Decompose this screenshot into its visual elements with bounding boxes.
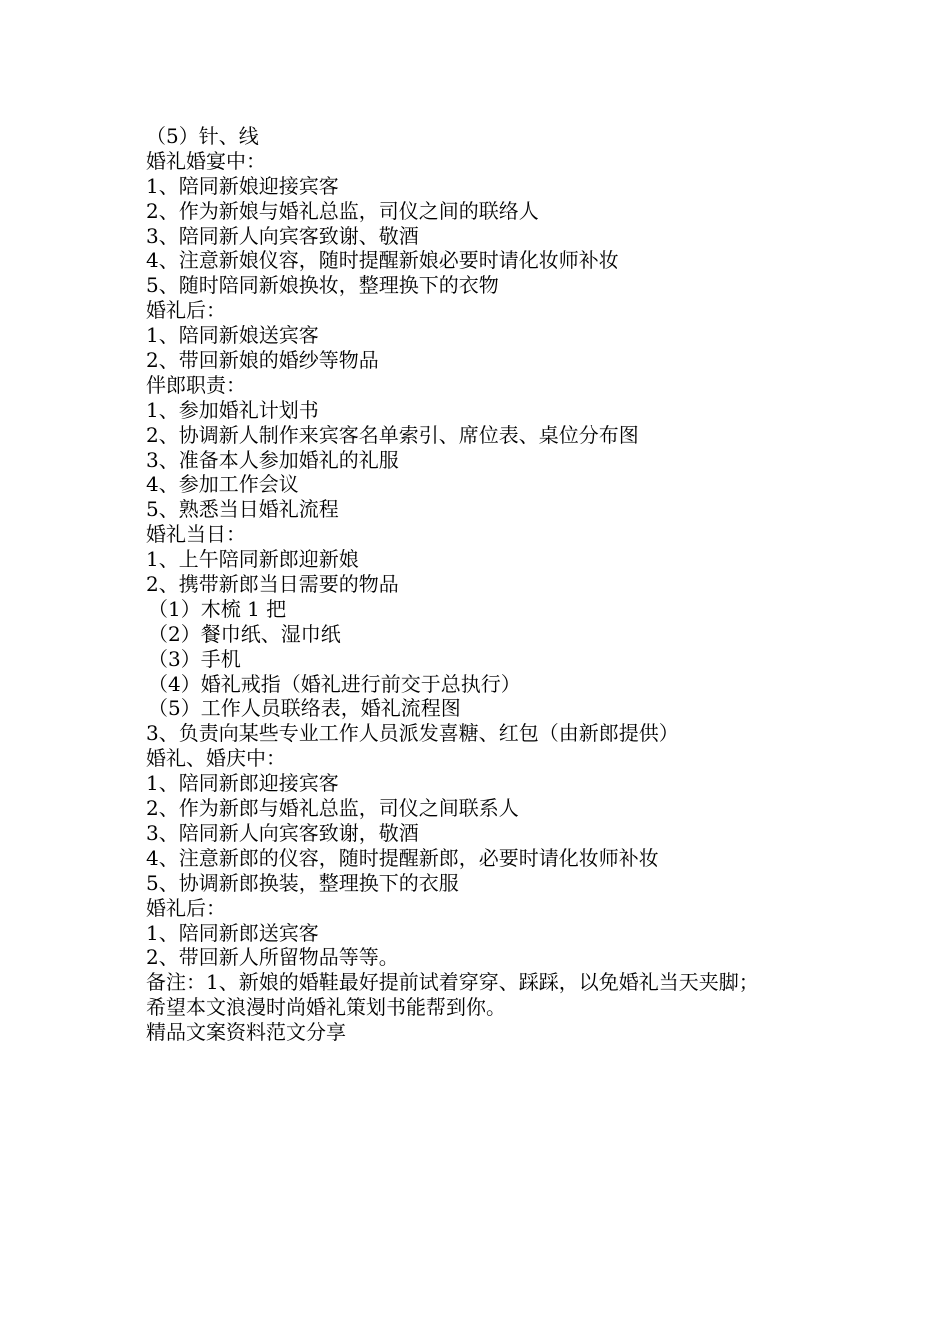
text-line: 2、作为新娘与婚礼总监，司仪之间的联络人 [146,198,539,223]
text-line: 2、协调新人制作来宾客名单索引、席位表、桌位分布图 [146,422,639,447]
section-heading: 婚礼当日： [146,522,246,547]
text-line: 5、协调新郎换装，整理换下的衣服 [146,870,459,895]
section-heading: 婚礼后： [146,895,226,920]
document-body [146,124,936,1045]
sub-item-line: （4）婚礼戒指（婚礼进行前交于总执行） [148,671,521,696]
section-heading: 婚礼、婚庆中： [146,746,286,771]
sub-item-line: （2）餐巾纸、湿巾纸 [148,621,341,646]
sub-item-line: （1）木梳 1 把 [148,596,287,621]
text-line: 1、参加婚礼计划书 [146,397,319,422]
section-heading: 婚礼婚宴中： [146,148,266,173]
text-line: 5、熟悉当日婚礼流程 [146,497,339,522]
text-line: 3、负责向某些专业工作人员派发喜糖、红包（由新郎提供） [146,721,679,746]
text-line: 1、陪同新娘迎接宾客 [146,173,339,198]
text-line: 3、陪同新人向宾客致谢，敬酒 [146,820,419,845]
text-line: 1、陪同新郎送宾客 [146,920,319,945]
text-line: 2、带回新娘的婚纱等物品 [146,348,379,373]
text-line: 4、参加工作会议 [146,472,299,497]
text-line: 1、陪同新娘送宾客 [146,323,319,348]
text-line: 2、携带新郎当日需要的物品 [146,572,399,597]
text-line: 4、注意新娘仪容，随时提醒新娘必要时请化妆师补妆 [146,248,619,273]
closing-line: 希望本文浪漫时尚婚礼策划书能帮到你。 [146,995,506,1020]
text-line: （5）针、线 [146,124,259,148]
text-line: 2、作为新郎与婚礼总监，司仪之间联系人 [146,796,519,821]
text-line: 1、上午陪同新郎迎新娘 [146,547,359,572]
footer-line: 精品文案资料范文分享 [146,1020,346,1045]
sub-item-line: （3）手机 [148,646,241,671]
text-line: 2、带回新人所留物品等等。 [146,945,399,970]
note-line: 备注：1、新娘的婚鞋最好提前试着穿穿、踩踩，以免婚礼当天夹脚； [146,970,759,995]
text-line: 1、陪同新郎迎接宾客 [146,771,339,796]
section-heading: 婚礼后： [146,298,226,323]
text-line: 3、准备本人参加婚礼的礼服 [146,447,399,472]
text-line: 5、随时陪同新娘换妆，整理换下的衣物 [146,273,499,298]
text-line: 3、陪同新人向宾客致谢、敬酒 [146,223,419,248]
section-heading: 伴郎职责： [146,372,246,397]
sub-item-line: （5）工作人员联络表，婚礼流程图 [148,696,461,721]
text-line: 4、注意新郎的仪容，随时提醒新郎，必要时请化妆师补妆 [146,845,659,870]
